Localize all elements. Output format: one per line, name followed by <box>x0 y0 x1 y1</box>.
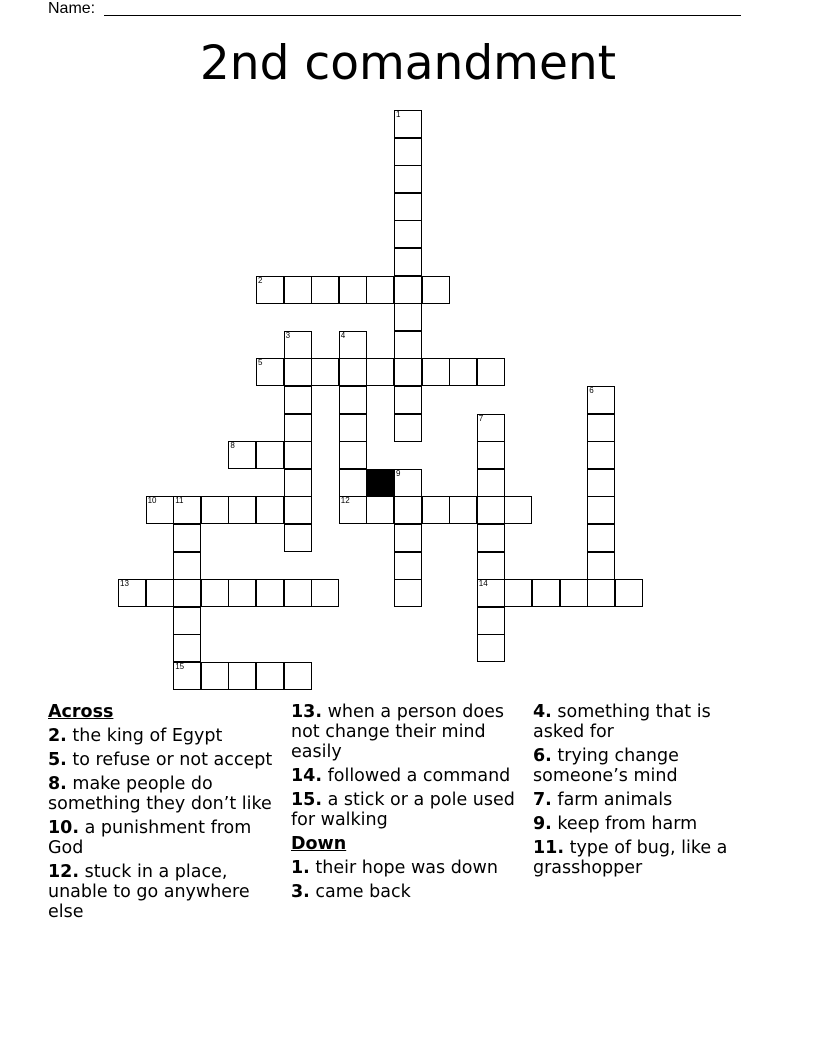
clue-column-3 <box>533 702 753 882</box>
grid-cell[interactable] <box>173 607 201 635</box>
grid-cell[interactable] <box>394 386 422 414</box>
grid-cell[interactable] <box>311 276 339 304</box>
grid-cell[interactable] <box>201 579 229 607</box>
grid-cell[interactable] <box>284 386 312 414</box>
clue-number: 3 <box>285 330 291 340</box>
grid-cell[interactable] <box>228 496 256 524</box>
grid-cell[interactable] <box>587 496 615 524</box>
grid-cell[interactable] <box>256 358 284 386</box>
clue-number: 11 <box>175 496 184 506</box>
grid-cell[interactable] <box>422 358 450 386</box>
grid-cell[interactable] <box>256 579 284 607</box>
name-label: Name: <box>48 0 96 17</box>
grid-cell[interactable] <box>394 414 422 442</box>
grid-cell[interactable] <box>394 193 422 221</box>
clue-across-14: 14. followed a command <box>291 766 511 786</box>
grid-cell[interactable] <box>394 138 422 166</box>
grid-cell[interactable] <box>394 331 422 359</box>
grid-cell[interactable] <box>173 524 201 552</box>
clue-down-6: 6. trying change someone’s mind <box>533 746 679 786</box>
grid-cell[interactable] <box>477 607 505 635</box>
grid-cell[interactable] <box>339 386 367 414</box>
grid-cell[interactable] <box>228 441 256 469</box>
grid-cell[interactable] <box>477 496 505 524</box>
grid-cell[interactable] <box>504 579 532 607</box>
grid-cell[interactable] <box>532 579 560 607</box>
clue-number: 4 <box>340 330 346 340</box>
grid-cell[interactable] <box>477 579 505 607</box>
grid-cell[interactable] <box>284 358 312 386</box>
clue-down-1: 1. their hope was down <box>291 858 498 878</box>
grid-cell[interactable] <box>477 634 505 662</box>
grid-cell[interactable] <box>394 220 422 248</box>
clue-column-2 <box>291 702 516 906</box>
clue-across-10: 10. a punishment from God <box>48 818 252 858</box>
clue-number: 13 <box>120 579 129 589</box>
clue-number: 8 <box>230 441 235 451</box>
clue-down-3: 3. came back <box>291 882 411 902</box>
grid-cell[interactable] <box>394 524 422 552</box>
clue-down-7: 7. farm animals <box>533 790 673 810</box>
grid-cell[interactable] <box>228 662 256 690</box>
grid-cell[interactable] <box>394 496 422 524</box>
grid-cell[interactable] <box>256 662 284 690</box>
clue-number: 9 <box>396 468 401 478</box>
clue-down-11: 11. type of bug, like a grasshopper <box>533 838 728 878</box>
grid-cell[interactable] <box>339 441 367 469</box>
grid-cell[interactable] <box>284 276 312 304</box>
page-title: 2nd comandment <box>199 36 617 91</box>
grid-cell[interactable] <box>146 496 174 524</box>
grid-cell[interactable] <box>504 496 532 524</box>
clue-number: 15 <box>175 662 185 671</box>
grid-cell[interactable] <box>477 441 505 469</box>
grid-cell[interactable] <box>422 496 450 524</box>
grid-cell[interactable] <box>477 524 505 552</box>
down-heading: Down <box>291 834 347 854</box>
clue-across-2: 2. the king of Egypt <box>48 726 223 746</box>
clue-number: 10 <box>147 496 157 506</box>
clue-down-9: 9. keep from harm <box>533 814 698 834</box>
grid-cell[interactable] <box>587 552 615 580</box>
grid-cell[interactable] <box>339 414 367 442</box>
grid-cell[interactable] <box>146 579 174 607</box>
grid-cell[interactable] <box>173 662 201 690</box>
clue-across-5: 5. to refuse or not accept <box>48 750 273 770</box>
grid-cell[interactable] <box>284 469 312 497</box>
grid-cell[interactable] <box>394 165 422 193</box>
grid-cell[interactable] <box>422 276 450 304</box>
grid-cell[interactable] <box>477 358 505 386</box>
across-heading: Across <box>48 702 114 722</box>
clue-number: 12 <box>340 496 350 506</box>
clue-number: 7 <box>478 413 484 423</box>
grid-cell[interactable] <box>477 552 505 580</box>
grid-cell[interactable] <box>477 414 505 442</box>
clue-number: 2 <box>258 275 263 285</box>
grid-cell[interactable] <box>366 276 394 304</box>
grid-cell[interactable] <box>256 276 284 304</box>
grid-cell[interactable] <box>394 552 422 580</box>
grid-cell[interactable] <box>339 276 367 304</box>
grid-cell[interactable] <box>394 110 422 138</box>
grid-cell[interactable] <box>284 662 312 690</box>
clue-across-12: 12. stuck in a place, unable to go anywhere else <box>48 862 250 922</box>
grid-cell[interactable] <box>311 579 339 607</box>
grid-cell[interactable] <box>587 441 615 469</box>
grid-cell[interactable] <box>394 358 422 386</box>
grid-cell[interactable] <box>173 552 201 580</box>
grid-cell[interactable] <box>394 303 422 331</box>
grid-cell[interactable] <box>587 579 615 607</box>
grid-cell[interactable] <box>587 469 615 497</box>
grid-cell[interactable] <box>118 579 146 607</box>
grid-cell[interactable] <box>339 469 367 497</box>
grid-cell[interactable] <box>477 469 505 497</box>
grid-cell[interactable] <box>339 496 367 524</box>
clue-number: 14 <box>478 579 488 589</box>
grid-cell[interactable] <box>284 524 312 552</box>
grid-cell[interactable] <box>449 496 477 524</box>
grid-cell[interactable] <box>394 248 422 276</box>
clue-number: 1 <box>396 110 401 119</box>
grid-cell[interactable] <box>228 579 256 607</box>
grid-cell[interactable] <box>284 414 312 442</box>
clue-across-15: 15. a stick or a pole used for walking <box>291 790 515 830</box>
clue-column-1 <box>48 702 278 926</box>
grid-cell[interactable] <box>201 496 229 524</box>
grid-cell[interactable] <box>366 358 394 386</box>
grid-cell[interactable] <box>587 414 615 442</box>
grid-cell[interactable] <box>173 634 201 662</box>
grid-cell[interactable] <box>394 579 422 607</box>
grid-cell[interactable] <box>311 358 339 386</box>
clue-across-13: 13. when a person does not change their mind easily <box>291 702 504 762</box>
clue-number: 6 <box>589 386 594 395</box>
grid-cell[interactable] <box>560 579 588 607</box>
grid-cell[interactable] <box>173 496 201 524</box>
grid-cell[interactable] <box>449 358 477 386</box>
grid-cell[interactable] <box>284 496 312 524</box>
clue-across-8: 8. make people do something they don’t like <box>48 774 272 814</box>
grid-cell[interactable] <box>256 441 284 469</box>
grid-cell[interactable] <box>615 579 643 607</box>
grid-cell[interactable] <box>284 579 312 607</box>
grid-cell[interactable] <box>256 496 284 524</box>
grid-cell[interactable] <box>394 469 422 497</box>
grid-cell[interactable] <box>587 524 615 552</box>
black-cell <box>366 469 394 497</box>
clue-number: 5 <box>258 358 263 368</box>
grid-cell[interactable] <box>394 276 422 304</box>
grid-cell[interactable] <box>587 386 615 414</box>
grid-cell[interactable] <box>366 496 394 524</box>
grid-cell[interactable] <box>173 579 201 607</box>
grid-cell[interactable] <box>339 331 367 359</box>
grid-cell[interactable] <box>201 662 229 690</box>
grid-cell[interactable] <box>284 441 312 469</box>
clue-down-4: 4. something that is asked for <box>533 702 711 742</box>
grid-cell[interactable] <box>339 358 367 386</box>
grid-cell[interactable] <box>284 331 312 359</box>
